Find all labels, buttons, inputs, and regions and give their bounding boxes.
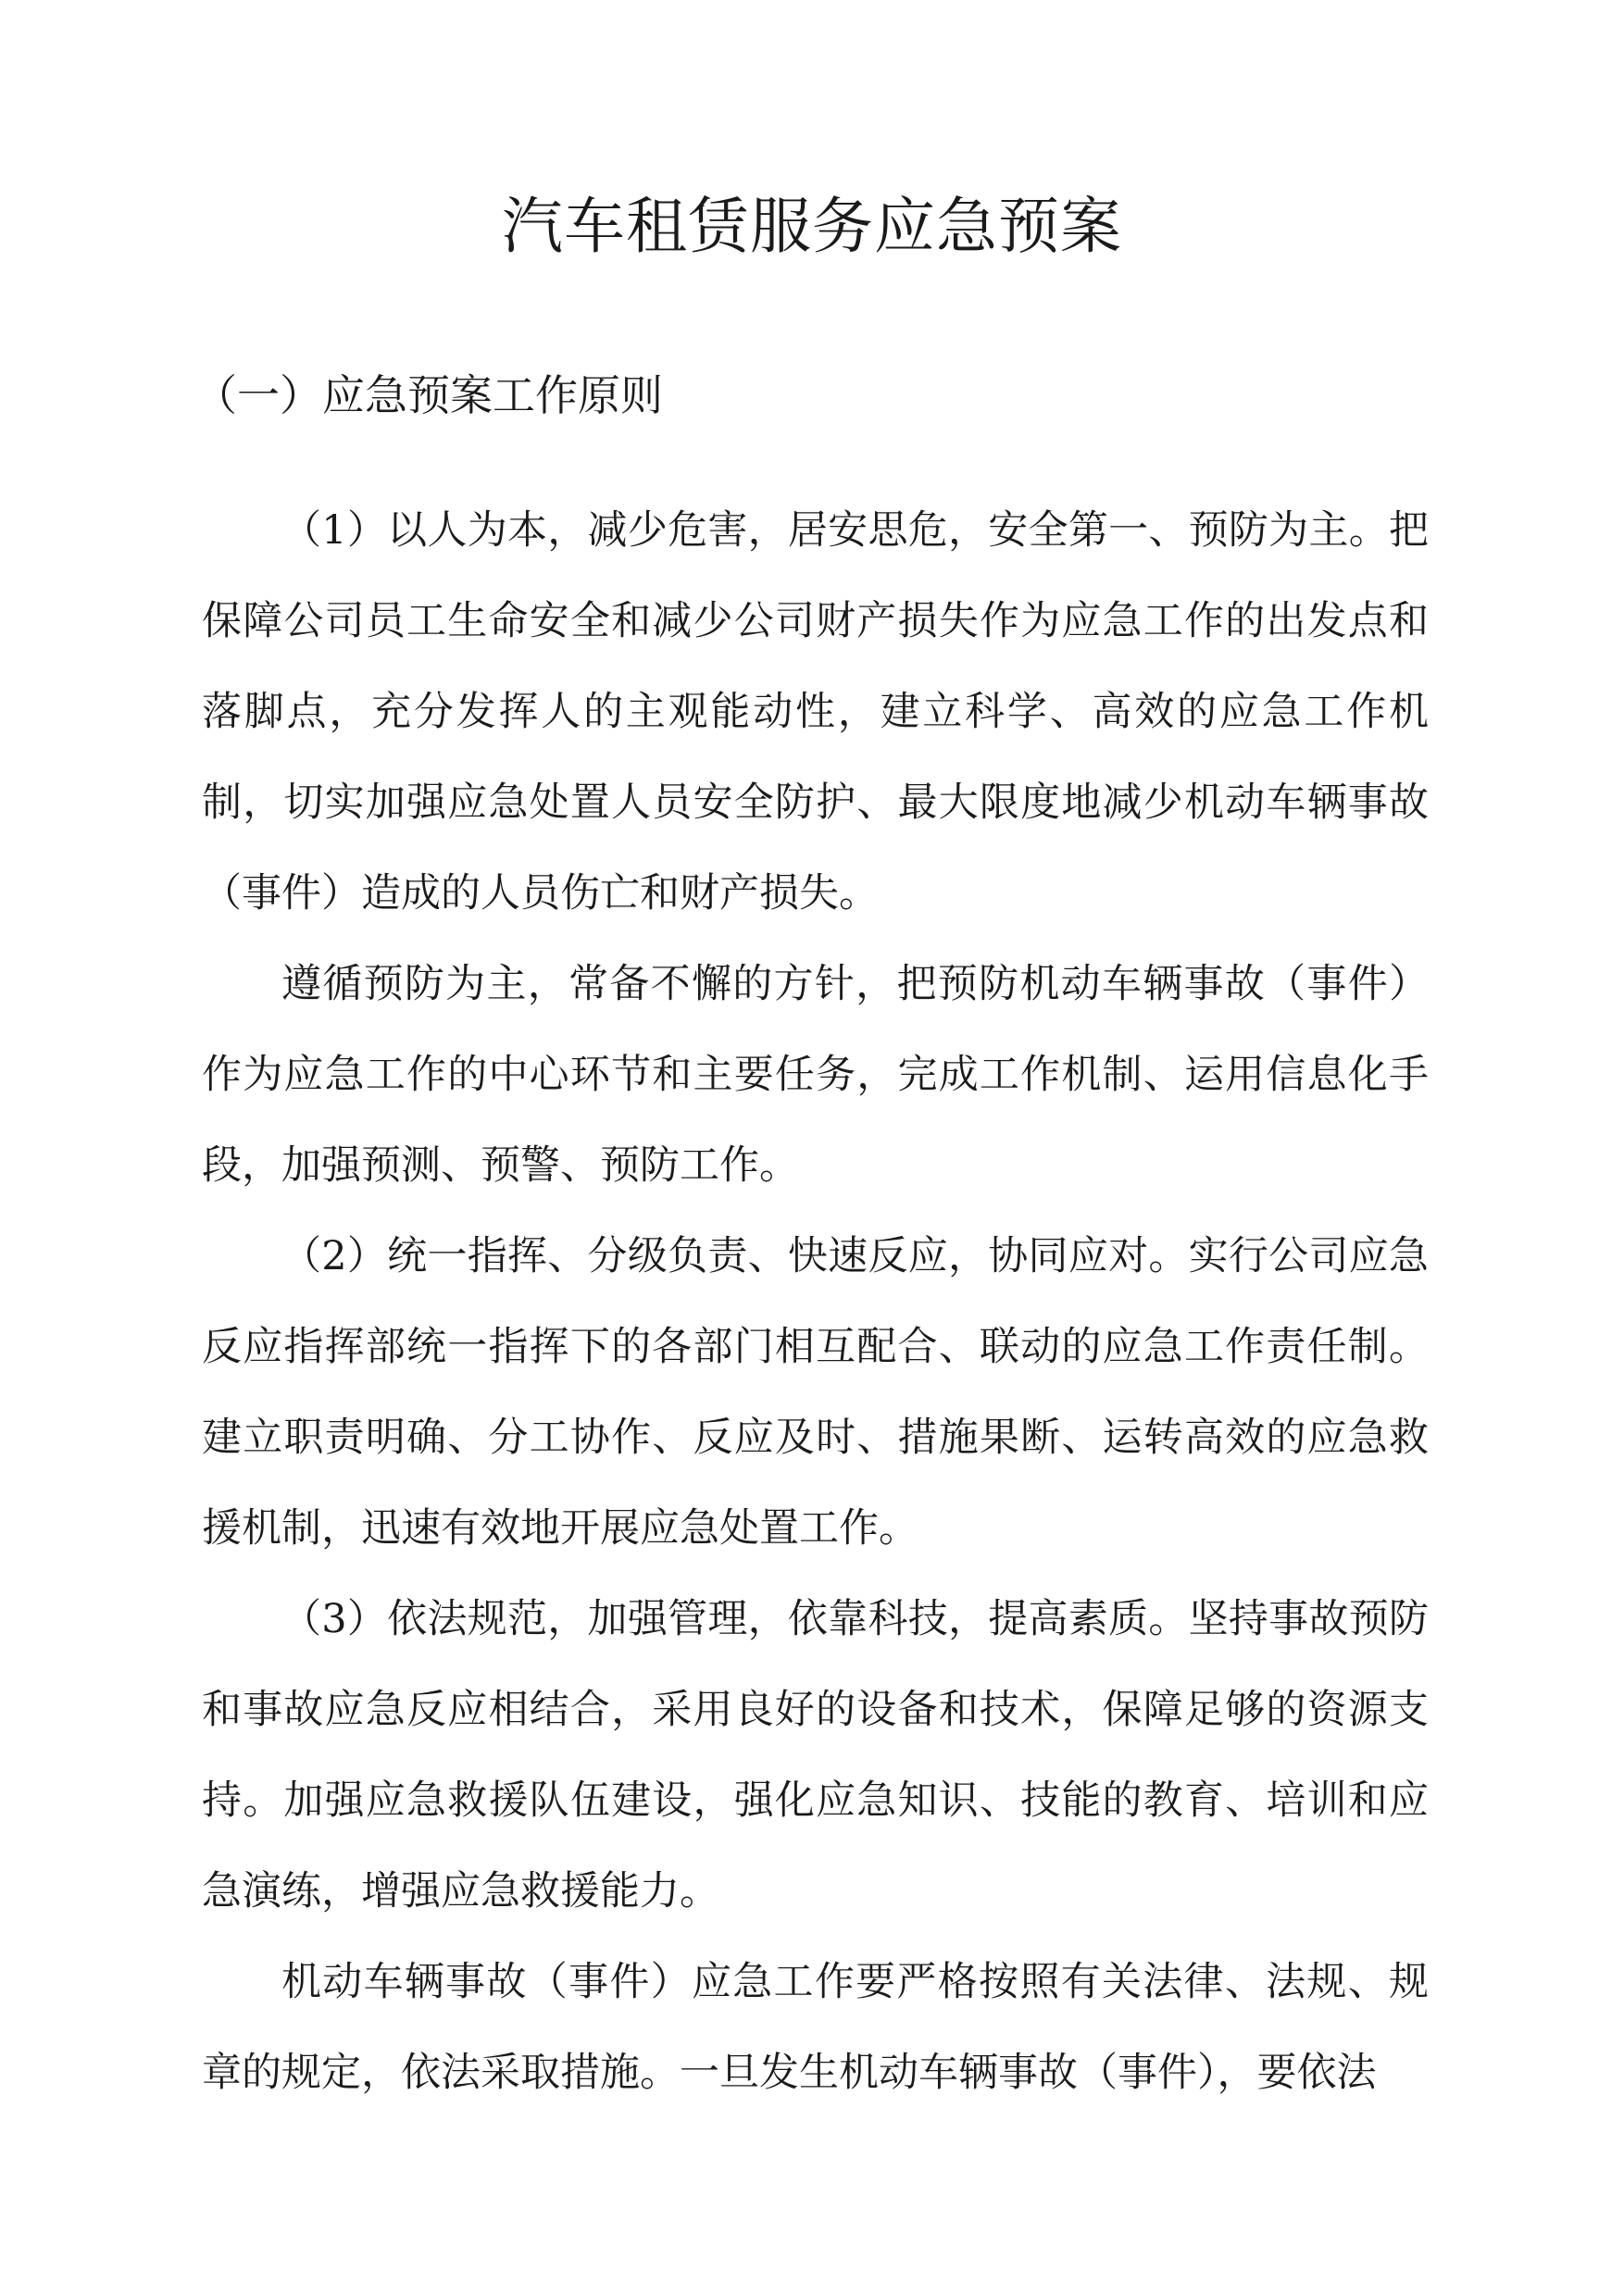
section-heading: （一）应急预案工作原则 [194, 370, 663, 420]
paragraph-legal-compliance: 机动车辆事故（事件）应急工作要严格按照有关法律、法规、规章的规定，依法采取措施。一旦发生机动车辆事故（事件），要依法 [202, 1959, 1429, 2096]
paragraph-principle-2: （2）统一指挥、分级负责、快速反应，协同应对。实行公司应急反应指挥部统一指挥下的各部门相互配合、联动的应急工作责任制。建立职责明确、分工协作、反应及时、措施果断、运转高效的应急救援机制，迅速有效地开展应急处置工作。 [202, 1233, 1429, 1552]
document-body [202, 485, 1429, 2118]
paragraph-prevention: 遵循预防为主，常备不懈的方针，把预防机动车辆事故（事件）作为应急工作的中心环节和主要任务，完成工作机制、运用信息化手段，加强预测、预警、预防工作。 [202, 961, 1429, 1189]
paragraph-principle-3: （3）依法规范，加强管理，依靠科技，提高素质。坚持事故预防和事故应急反应相结合，采用良好的设备和技术，保障足够的资源支持。加强应急救援队伍建设，强化应急知识、技能的教育、培训和应急演练，增强应急救援能力。 [202, 1596, 1429, 1915]
document-title: 汽车租赁服务应急预案 [502, 191, 1122, 262]
paragraph-principle-1: （1）以人为本，减少危害，居安思危，安全第一、预防为主。把保障公司员工生命安全和减少公司财产损失作为应急工作的出发点和落脚点，充分发挥人的主观能动性，建立科学、高效的应急工作机制，切实加强应急处置人员安全防护、最大限度地减少机动车辆事故（事件）造成的人员伤亡和财产损失。 [202, 507, 1429, 917]
